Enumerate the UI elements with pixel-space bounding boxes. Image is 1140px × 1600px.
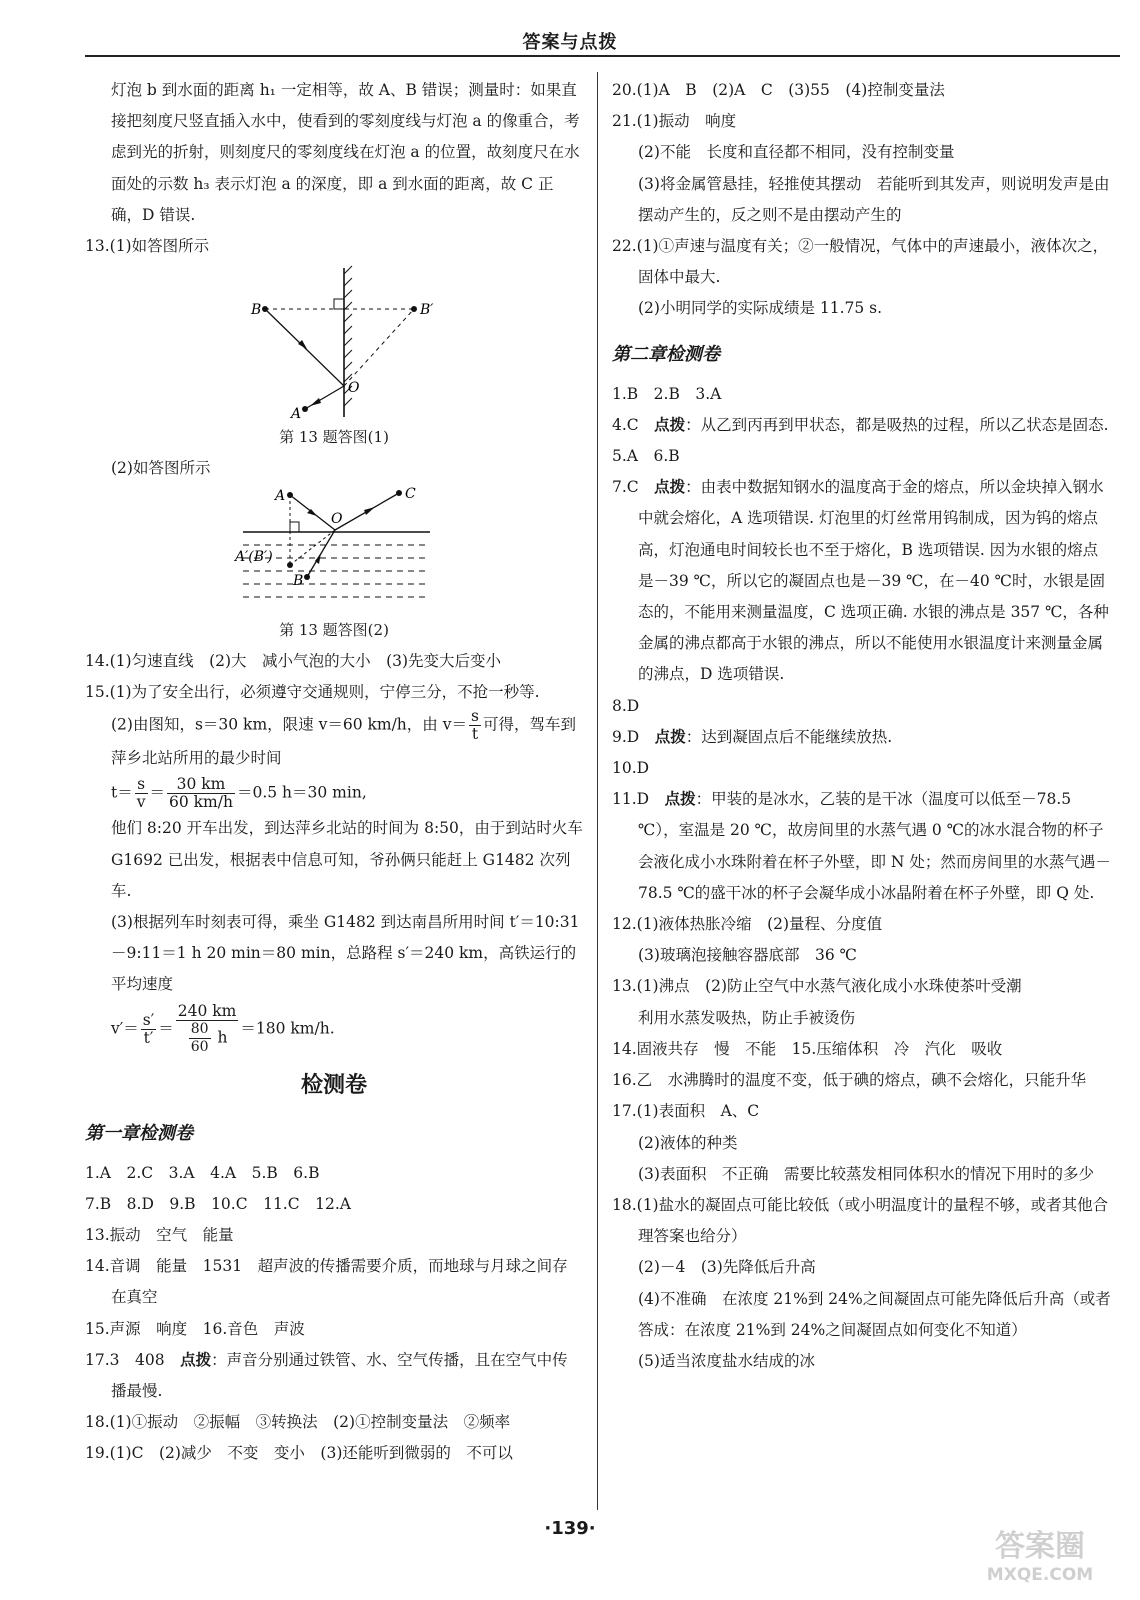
ch2-q12-2: (3)玻璃泡接触容器底部 36 ℃ [638,946,857,965]
fig1-label-o: O [348,380,360,397]
header-rule [85,55,1120,57]
fig1-label-b: B [251,302,262,319]
ch2-q16: 16.乙 水沸腾时的温度不变，低于碘的熔点，碘不会熔化，只能升华 [612,1071,1087,1090]
chapter2-title: 第二章检测卷 [612,343,720,365]
q15-part2: (2)由图知，s＝30 km，限速 v＝60 km/h，由 v＝ $\frac{s}{t}$ 可得，驾车到萍乡北站所用的最少时间 [111,707,576,768]
ch2-q18-5: (5)适当浓度盐水结成的冰 [638,1351,815,1370]
ch2-q13-2: 利用水蒸发吸热，防止手被烫伤 [638,1008,856,1027]
ch1-q20: 20.(1)A B (2)A C (3)55 (4)控制变量法 [612,81,945,99]
q13-part1: 13.(1)如答图所示 [85,237,210,256]
fig2-label-c: C [405,485,416,502]
figure-13-1 [85,262,583,422]
refraction-diagram [85,485,583,615]
ch2-q13-1: 13.(1)沸点 (2)防止空气中水蒸气液化成小水珠使茶叶受潮 [612,977,1022,996]
ch2-q12-1: 12.(1)液体热胀冷缩 (2)量程、分度值 [612,915,883,934]
q14: 14.(1)匀速直线 (2)大 减小气泡的大小 (3)先变大后变小 [85,651,502,670]
fig1-label-a: A [291,406,302,423]
fig2-label-aprime: A′(B′) [235,548,273,565]
ch2-q1-3: 1.B 2.B 3.A [612,384,722,403]
page-number: ·139· [544,1518,596,1539]
section-title: 检测卷 [300,1072,367,1098]
q15-part3: (3)根据列车时刻表可得，乘坐 G1482 到达南昌所用时间 t′＝10:31－9:11＝1 h 20 min＝80 min，总路程 s′＝240 km，高铁运行的平均速度 [111,913,580,994]
ch1-q14: 14.音调 能量 1531 超声波的传播需要介质，而地球与月球之间存在真空 [85,1257,568,1307]
watermark-sub: MXQE.COM [986,1565,1094,1585]
ch1-answers-row2: 7.B 8.D 9.B 10.C 11.C 12.A [85,1194,351,1213]
fig2-label-o: O [331,510,343,527]
ch1-q15-16: 15.声源 响度 16.音色 声波 [85,1319,305,1338]
fig2-label-b: B [293,572,304,589]
right-column [612,75,1112,1377]
ch2-q11: 11.D 点拨：甲装的是冰水，乙装的是干冰（温度可以低至－78.5 ℃），室温是 20 ℃，故房间里的水蒸气遇 0 ℃的冰水混合物的杯子会液化成小水珠附着在杯子外壁，即 N 处；然而房间里的水蒸气遇－78.5 ℃的盛干冰的杯子会凝华成小冰晶附着在杯子外壁，即 Q 处. [612,790,1111,902]
ch2-q17-1: 17.(1)表面积 A、C [612,1102,760,1121]
column-divider [597,72,598,1510]
left-column [85,75,583,1470]
q15-part2-conclusion: 他们 8:20 开车出发，到达萍乡北站的时间为 8:50，由于到站时火车 G1692 已出发，根据表中信息可知，爷孙俩只能赶上 G1482 次列车. [111,819,583,900]
ch2-q7: 7.C 点拨：由表中数据知钢水的温度高于金的熔点，所以金块掉入钢水中就会熔化，A 选项错误. 灯泡里的灯丝常用钨制成，因为钨的熔点高，灯泡通电时间较长也不至于熔化，B 选项错误. 因为水银的熔点是－39 ℃，所以它的凝固点也是－39 ℃，在－40 ℃时，水银是固态的，不能用来测量温度，C 选项正确. 水银的沸点是 357 ℃，各种金属的沸点都高于水银的沸点，所以不能使用水银温度计来测量金属的沸点，D 选项错误. [612,478,1109,684]
q13-part2: (2)如答图所示 [111,459,211,478]
ch1-q21-1: 21.(1)振动 响度 [612,112,737,131]
ch2-q18-1: 18.(1)盐水的凝固点可能比较低（或小明温度计的量程不够，或者其他合理答案也给分） [612,1195,1109,1246]
ch2-q8: 8.D [612,696,640,715]
ch2-q14-15: 14.固液共存 慢 不能 15.压缩体积 冷 汽化 吸收 [612,1039,1003,1058]
ch1-answers-row1: 1.A 2.C 3.A 4.A 5.B 6.B [85,1163,320,1182]
chapter1-title: 第一章检测卷 [85,1122,193,1144]
figure-13-2-caption: 第 13 题答图(2) [279,620,389,639]
mirror-reflection-diagram [85,262,583,422]
fraction-s-over-t: $\frac{s}{t}$ [470,707,479,744]
q12-continuation: 灯泡 b 到水面的距离 h₁ 一定相等，故 A、B 错误；测量时：如果直接把刻度尺竖直插入水中，使看到的零刻度线与灯泡 a 的像重合，考虑到光的折射，则刻度尺的零刻度线在灯泡 a 的位置，故刻度尺在水面处的示数 h₃ 表示灯泡 a 的深度，即 a 到水面的距离，故 C 正确，D 错误. [111,81,580,224]
ch2-q10: 10.D [612,759,650,778]
figure-13-1-caption: 第 13 题答图(1) [279,428,389,447]
ch2-q5-6: 5.A 6.B [612,447,680,466]
ch2-q17-2: (2)液体的种类 [638,1133,738,1152]
page-header: 答案与点拨 [522,32,618,53]
fig1-label-bprime: B′ [420,302,434,319]
fig2-label-a: A [275,487,286,504]
q15-part1: 15.(1)为了安全出行，必须遵守交通规则，宁停三分，不抢一秒等. [85,683,540,702]
watermark-text: 答案圈 [995,1529,1085,1564]
ch2-q9: 9.D 点拨：达到凝固点后不能继续放热. [612,727,893,746]
equation-speed: v′＝ $\frac{s'}{t'}$ ＝ 240 km $\frac{80}{60}$ h ＝180 km/h. [111,1001,335,1055]
ch1-q22-1: 22.(1)①声速与温度有关；②一般情况，气体中的声速最小，液体次之，固体中最大. [612,237,1109,287]
equation-time: t＝ $\frac{s}{v}$ ＝ $\frac{30 km}{60 km/h}$ ＝0.5 h＝30 min, [111,775,367,812]
watermark-logo [960,1518,1120,1588]
ch1-q22-2: (2)小明同学的实际成绩是 11.75 s. [638,299,883,318]
ch1-q17: 17.3 408 点拨：声音分别通过铁管、水、空气传播，且在空气中传播最慢. [85,1350,568,1401]
ch1-q13: 13.振动 空气 能量 [85,1226,234,1245]
ch2-q18-2: (2)－4 (3)先降低后升高 [638,1258,816,1277]
ch1-q21-3: (3)将金属管悬挂，轻推使其摆动 若能听到其发声，则说明发声是由摆动产生的，反之则不是由摆动产生的 [638,174,1110,224]
figure-13-2 [85,485,583,615]
ch2-q18-4: (4)不准确 在浓度 21%到 24%之间凝固点可能先降低后升高（或者答成：在浓度 21%到 24%之间凝固点如何变化不知道） [638,1289,1111,1339]
ch2-q4: 4.C 点拨：从乙到丙再到甲状态，都是吸热的过程，所以乙状态是固态. [612,415,1109,434]
ch1-q18: 18.(1)①振动 ②振幅 ③转换法 (2)①控制变量法 ②频率 [85,1413,511,1432]
ch2-q17-3: (3)表面积 不正确 需要比较蒸发相同体积水的情况下用时的多少 [638,1164,1094,1183]
ch1-q21-2: (2)不能 长度和直径都不相同，没有控制变量 [638,143,955,162]
ch1-q19: 19.(1)C (2)减少 不变 变小 (3)还能听到微弱的 不可以 [85,1444,513,1463]
